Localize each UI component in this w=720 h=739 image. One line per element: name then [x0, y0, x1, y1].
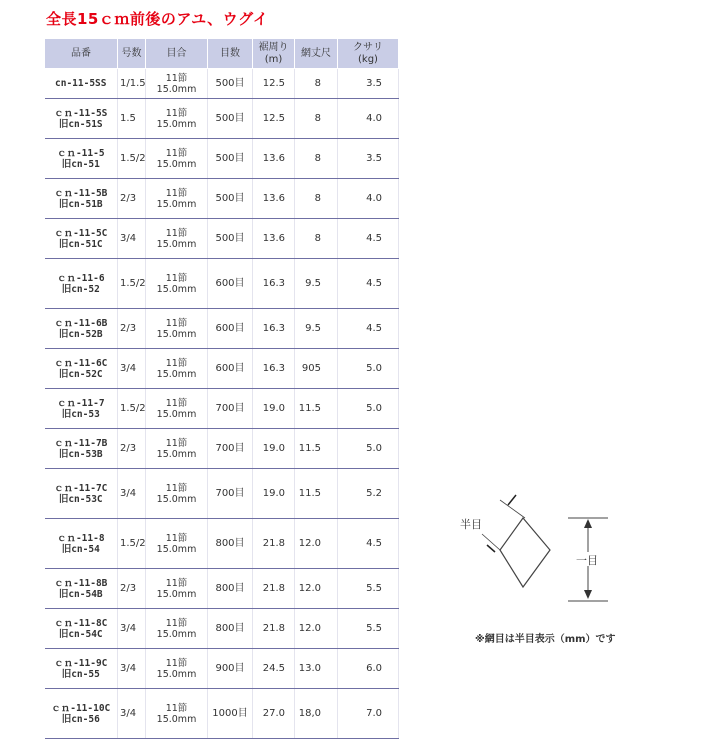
mesh-cell: 11節 15.0mm	[146, 219, 208, 259]
table-row	[45, 99, 399, 139]
mesh-cell: 11節 15.0mm	[146, 519, 208, 569]
mesh-cell: 11節 15.0mm	[146, 569, 208, 609]
size-cell: 1.5	[118, 99, 146, 139]
table-row	[45, 649, 399, 689]
mesh-cell: 11節 15.0mm	[146, 309, 208, 349]
table-row	[45, 469, 399, 519]
product-code-cell: ｃｎ-11-7B 旧cn-53B	[45, 429, 118, 469]
chain-weight-cell: 5.5	[338, 609, 399, 649]
size-cell: 1/1.5	[118, 69, 146, 99]
chain-weight-cell: 6.0	[338, 649, 399, 689]
size-cell: 2/3	[118, 569, 146, 609]
mesh-count-cell: 500目	[208, 99, 253, 139]
chain-weight-cell: 5.2	[338, 469, 399, 519]
size-cell: 2/3	[118, 179, 146, 219]
table-row	[45, 309, 399, 349]
mesh-count-cell: 500目	[208, 219, 253, 259]
mesh-count-cell: 800目	[208, 569, 253, 609]
header-hem-length: 裾周り (m)	[253, 39, 295, 69]
half-mesh-arrow-bottom	[487, 545, 495, 552]
half-mesh-arrow-top	[508, 495, 516, 505]
net-height-cell: 18,0	[295, 689, 338, 739]
mesh-count-cell: 500目	[208, 69, 253, 99]
hem-length-cell: 13.6	[253, 139, 295, 179]
net-height-cell: 13.0	[295, 649, 338, 689]
product-code-cell: ｃｎ-11-8B 旧cn-54B	[45, 569, 118, 609]
chain-weight-cell: 7.0	[338, 689, 399, 739]
net-height-cell: 11.5	[295, 429, 338, 469]
mesh-count-cell: 500目	[208, 139, 253, 179]
half-mesh-guide-top	[500, 500, 525, 518]
table-row	[45, 179, 399, 219]
size-cell: 3/4	[118, 349, 146, 389]
hem-length-cell: 12.5	[253, 99, 295, 139]
table-row	[45, 689, 399, 739]
hem-length-cell: 19.0	[253, 429, 295, 469]
arrow-down-icon	[584, 590, 592, 599]
size-cell: 3/4	[118, 219, 146, 259]
net-height-cell: 905	[295, 349, 338, 389]
net-height-cell: 9.5	[295, 309, 338, 349]
spec-table-body	[45, 69, 399, 739]
header-mesh: 目合	[146, 39, 208, 69]
net-height-cell: 8	[295, 139, 338, 179]
hem-length-cell: 21.8	[253, 609, 295, 649]
mesh-cell: 11節 15.0mm	[146, 429, 208, 469]
product-code-cell: ｃｎ-11-8 旧cn-54	[45, 519, 118, 569]
mesh-cell: 11節 15.0mm	[146, 69, 208, 99]
hem-length-cell: 16.3	[253, 259, 295, 309]
product-code-cell: ｃｎ-11-6B 旧cn-52B	[45, 309, 118, 349]
mesh-cell: 11節 15.0mm	[146, 649, 208, 689]
mesh-count-cell: 700目	[208, 469, 253, 519]
net-height-cell: 8	[295, 69, 338, 99]
chain-weight-cell: 4.5	[338, 219, 399, 259]
hem-length-cell: 19.0	[253, 469, 295, 519]
product-code-cell: ｃｎ-11-5B 旧cn-51B	[45, 179, 118, 219]
hem-length-cell: 13.6	[253, 179, 295, 219]
product-code-cell: ｃｎ-11-8C 旧cn-54C	[45, 609, 118, 649]
mesh-count-cell: 700目	[208, 429, 253, 469]
mesh-diagram	[460, 490, 630, 610]
table-row	[45, 139, 399, 179]
spec-table-header	[45, 39, 399, 69]
size-cell: 1.5/2	[118, 139, 146, 179]
mesh-count-cell: 500目	[208, 179, 253, 219]
product-code-cell: ｃｎ-11-7 旧cn-53	[45, 389, 118, 429]
chain-weight-cell: 4.5	[338, 309, 399, 349]
net-height-cell: 11.5	[295, 469, 338, 519]
table-row	[45, 219, 399, 259]
chain-weight-cell: 3.5	[338, 139, 399, 179]
mesh-cell: 11節 15.0mm	[146, 99, 208, 139]
table-row	[45, 389, 399, 429]
hem-length-cell: 13.6	[253, 219, 295, 259]
mesh-diamond-shape	[500, 518, 550, 587]
size-cell: 1.5/2	[118, 519, 146, 569]
net-height-cell: 8	[295, 99, 338, 139]
net-height-cell: 12.0	[295, 609, 338, 649]
size-cell: 2/3	[118, 429, 146, 469]
hem-length-cell: 21.8	[253, 569, 295, 609]
chain-weight-cell: 4.5	[338, 519, 399, 569]
mesh-cell: 11節 15.0mm	[146, 259, 208, 309]
chain-weight-cell: 4.0	[338, 179, 399, 219]
chain-weight-cell: 5.5	[338, 569, 399, 609]
net-height-cell: 8	[295, 219, 338, 259]
product-spec-table	[44, 38, 399, 739]
size-cell: 1.5/2	[118, 389, 146, 429]
mesh-cell: 11節 15.0mm	[146, 389, 208, 429]
chain-weight-cell: 5.0	[338, 429, 399, 469]
mesh-count-cell: 1000目	[208, 689, 253, 739]
size-cell: 3/4	[118, 609, 146, 649]
table-row	[45, 519, 399, 569]
table-row	[45, 69, 399, 99]
mesh-count-cell: 700目	[208, 389, 253, 429]
net-height-cell: 9.5	[295, 259, 338, 309]
mesh-count-cell: 800目	[208, 519, 253, 569]
mesh-note: ※網目は半目表示（mm）です	[475, 634, 616, 645]
mesh-count-cell: 600目	[208, 309, 253, 349]
table-row	[45, 609, 399, 649]
header-chain-weight: クサリ (kg)	[338, 39, 399, 69]
size-cell: 3/4	[118, 649, 146, 689]
mesh-count-cell: 600目	[208, 259, 253, 309]
hem-length-cell: 27.0	[253, 689, 295, 739]
product-code-cell: ｃｎ-11-10C 旧cn-56	[45, 689, 118, 739]
product-code-cell: ｃｎ-11-5S 旧cn-51S	[45, 99, 118, 139]
arrow-up-icon	[584, 519, 592, 528]
page-title: 全長15ｃｍ前後のアユ、ウグイ	[46, 10, 269, 28]
mesh-count-cell: 900目	[208, 649, 253, 689]
table-row	[45, 569, 399, 609]
one-mesh-label: 一目	[576, 554, 598, 567]
product-code-cell: ｃｎ-11-5C 旧cn-51C	[45, 219, 118, 259]
product-code-cell: ｃｎ-11-9C 旧cn-55	[45, 649, 118, 689]
net-height-cell: 11.5	[295, 389, 338, 429]
hem-length-cell: 24.5	[253, 649, 295, 689]
hem-length-cell: 16.3	[253, 309, 295, 349]
product-code-cell: ｃｎ-11-6 旧cn-52	[45, 259, 118, 309]
chain-weight-cell: 4.0	[338, 99, 399, 139]
mesh-count-cell: 600目	[208, 349, 253, 389]
header-product-code: 品番	[45, 39, 118, 69]
product-code-cell: ｃｎ-11-6C 旧cn-52C	[45, 349, 118, 389]
mesh-cell: 11節 15.0mm	[146, 139, 208, 179]
table-row	[45, 259, 399, 309]
product-code-cell: ｃｎ-11-7C 旧cn-53C	[45, 469, 118, 519]
mesh-count-cell: 800目	[208, 609, 253, 649]
half-mesh-label: 半目	[460, 518, 482, 531]
size-cell: 3/4	[118, 689, 146, 739]
chain-weight-cell: 3.5	[338, 69, 399, 99]
hem-length-cell: 12.5	[253, 69, 295, 99]
mesh-cell: 11節 15.0mm	[146, 179, 208, 219]
size-cell: 2/3	[118, 309, 146, 349]
table-row	[45, 349, 399, 389]
chain-weight-cell: 5.0	[338, 389, 399, 429]
net-height-cell: 12.0	[295, 569, 338, 609]
mesh-cell: 11節 15.0mm	[146, 469, 208, 519]
header-size: 号数	[118, 39, 146, 69]
chain-weight-cell: 4.5	[338, 259, 399, 309]
mesh-cell: 11節 15.0mm	[146, 609, 208, 649]
header-mesh-count: 目数	[208, 39, 253, 69]
net-height-cell: 8	[295, 179, 338, 219]
size-cell: 3/4	[118, 469, 146, 519]
header-net-height: 網丈尺	[295, 39, 338, 69]
mesh-cell: 11節 15.0mm	[146, 689, 208, 739]
hem-length-cell: 19.0	[253, 389, 295, 429]
product-code-cell: cn-11-5SS	[45, 69, 118, 99]
mesh-cell: 11節 15.0mm	[146, 349, 208, 389]
table-row	[45, 429, 399, 469]
hem-length-cell: 16.3	[253, 349, 295, 389]
product-code-cell: ｃｎ-11-5 旧cn-51	[45, 139, 118, 179]
hem-length-cell: 21.8	[253, 519, 295, 569]
size-cell: 1.5/2	[118, 259, 146, 309]
net-height-cell: 12.0	[295, 519, 338, 569]
chain-weight-cell: 5.0	[338, 349, 399, 389]
